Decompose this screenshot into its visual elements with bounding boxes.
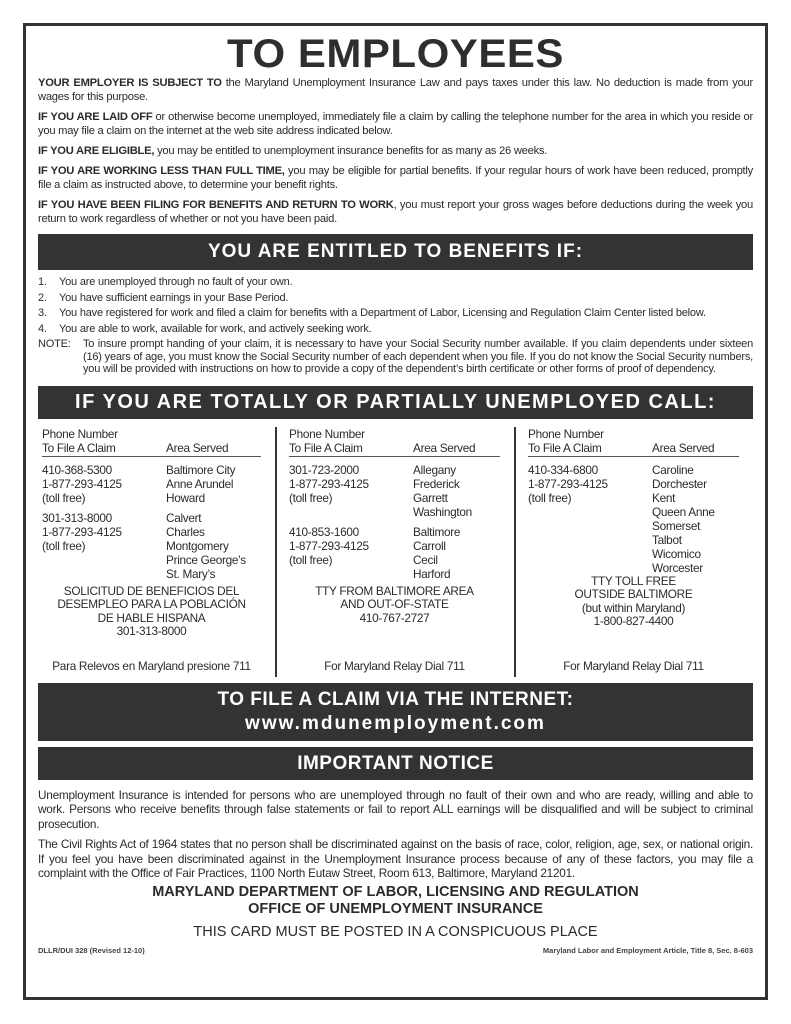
area-name: Cecil xyxy=(413,552,438,567)
area-name: Anne Arundel xyxy=(166,476,234,491)
column-footer xyxy=(289,585,500,626)
area-name: Garrett xyxy=(413,490,448,505)
intro-paragraph xyxy=(38,110,753,138)
area-name: Harford xyxy=(413,566,451,581)
area-name: Caroline xyxy=(652,462,694,477)
item-text: You are able to work, available for work, and actively seeking work. xyxy=(59,322,372,335)
phone-number: (toll free) xyxy=(42,490,86,505)
intro-paragraph xyxy=(38,164,753,192)
claim-center-group xyxy=(42,511,261,581)
intro-paragraph xyxy=(38,76,753,104)
footer-line: SOLICITUD DE BENEFICIOS DEL xyxy=(63,583,240,598)
column-header xyxy=(528,427,739,457)
relay-info: For Maryland Relay Dial 711 xyxy=(563,658,704,673)
area-name: Worcester xyxy=(652,560,703,575)
area-name: Montgomery xyxy=(166,538,229,553)
intro-section xyxy=(38,76,753,226)
column-header xyxy=(289,427,500,457)
phone-list xyxy=(289,525,413,581)
phone-number: 301-313-8000 xyxy=(42,510,112,525)
phone-number: 301-723-2000 xyxy=(289,462,359,477)
internet-heading: TO FILE A CLAIM VIA THE INTERNET: xyxy=(217,688,574,710)
entitled-heading-bar: YOU ARE ENTITLED TO BENEFITS IF: xyxy=(38,234,753,270)
phone-header xyxy=(528,427,652,455)
claim-center-column xyxy=(275,427,514,677)
phone-number: 1-877-293-4125 xyxy=(42,524,122,539)
footer-line: TTY TOLL FREE xyxy=(591,573,676,588)
poster-frame xyxy=(23,23,768,1000)
area-name: Baltimore xyxy=(413,524,461,539)
item-number: 3. xyxy=(38,307,47,319)
area-name: Howard xyxy=(166,490,205,505)
intro-text: the Maryland Unemployment Insurance Law and pays taxes under this law. No deduction is made from your wages for this purpose. xyxy=(38,77,753,103)
footer-line: DESEMPLEO PARA LA POBLACIÓN xyxy=(57,597,246,611)
phone-number: 1-877-293-4125 xyxy=(289,538,369,553)
list-item xyxy=(38,291,753,307)
claim-center-column xyxy=(38,427,275,677)
claim-center-group xyxy=(289,463,500,519)
posting-requirement: THIS CARD MUST BE POSTED IN A CONSPICUOUS PLACE xyxy=(193,923,598,940)
phone-number: 410-853-1600 xyxy=(289,524,359,539)
area-list xyxy=(652,463,715,575)
claim-center-group xyxy=(528,463,739,575)
phone-header-line: To File A Claim xyxy=(528,440,602,455)
area-name: Prince George’s xyxy=(166,552,246,567)
area-list xyxy=(166,463,235,505)
department-line: MARYLAND DEPARTMENT OF LABOR, LICENSING AND REGULATION xyxy=(152,883,639,900)
list-item xyxy=(38,275,753,291)
notice-paragraph: The Civil Rights Act of 1964 states that no person shall be discriminated against on the basis of race, color, religion, age, sex, or national origin. If you feel you have been discriminated against in the Unemployment Insurance process because of any of these factors, you may file a complaint with the Office of Fair Practices, 1100 North Eutaw Street, Room 613, Baltimore, Maryland 21201. xyxy=(38,837,753,880)
area-name: Dorchester xyxy=(652,476,707,491)
area-list xyxy=(413,525,460,581)
phone-number: (toll free) xyxy=(289,552,333,567)
phone-header-line: Phone Number xyxy=(528,426,604,441)
internet-url-link[interactable]: www.mdunemployment.com xyxy=(245,712,546,734)
note-label: NOTE: xyxy=(38,338,71,350)
column-content xyxy=(289,427,500,677)
column-footer xyxy=(528,575,739,629)
footer-line: TTY FROM BALTIMORE AREA xyxy=(315,583,474,598)
intro-text: you may be entitled to unemployment insurance benefits for as many as 26 weeks. xyxy=(154,145,548,157)
claim-centers-table xyxy=(38,427,753,677)
area-list xyxy=(166,511,246,581)
relay-info: For Maryland Relay Dial 711 xyxy=(324,658,465,673)
phone-list xyxy=(289,463,413,519)
intro-lead: YOUR EMPLOYER IS SUBJECT TO xyxy=(38,77,222,89)
phone-header-line: Phone Number xyxy=(42,426,118,441)
phone-number: 1-877-293-4125 xyxy=(528,476,608,491)
note-text: To insure prompt handing of your claim, it is necessary to have your Social Security number available. If you claim dependents under sixteen (16) years of age, you must know the Social Security number of each dependent when you file. If you do not know the Social Security numbers, you will be provided with instructions on how to provide a copy of the dependent’s birth certificate or other forms of proof of dependency. xyxy=(83,338,753,375)
intro-lead: IF YOU HAVE BEEN FILING FOR BENEFITS AND RETURN TO WORK xyxy=(38,199,394,211)
item-number: 2. xyxy=(38,291,47,304)
column-content xyxy=(42,427,261,677)
phone-number: 1-877-293-4125 xyxy=(289,476,369,491)
item-text: You have sufficient earnings in your Base Period. xyxy=(59,291,289,304)
footer-line: 301-313-8000 xyxy=(116,624,187,638)
form-id: DLLR/DUI 328 (Revised 12-10) xyxy=(38,945,145,955)
legal-citation: Maryland Labor and Employment Article, Title 8, Sec. 8-603 xyxy=(542,945,753,955)
item-text: You are unemployed through no fault of your own. xyxy=(59,276,293,288)
phone-list xyxy=(42,511,166,581)
claim-center-group xyxy=(42,463,261,505)
list-item xyxy=(38,322,753,338)
area-header: Area Served xyxy=(413,440,476,455)
internet-bar xyxy=(38,683,753,741)
footer-line: DE HABLE HISPANA xyxy=(97,610,206,625)
area-name: Talbot xyxy=(652,532,682,547)
intro-text: or otherwise become unemployed, immediately file a claim by calling the telephone number for the area in which you reside or you may file a claim on the internet at the web site address indicated below. xyxy=(38,111,753,137)
item-number: 1. xyxy=(38,276,47,288)
relay-info: Para Relevos en Maryland presione 711 xyxy=(52,658,251,673)
column-footer xyxy=(42,585,261,639)
notice-paragraph: Unemployment Insurance is intended for persons who are unemployed through no fault of their own and who are ready, willing and able to work. Persons who receive benefits through false statements or fail to report ALL earnings will be disqualified and will be subject to criminal prosecution. xyxy=(38,787,753,831)
phone-header xyxy=(289,427,413,455)
phone-number: (toll free) xyxy=(42,538,86,553)
area-name: Washington xyxy=(413,504,472,519)
area-name: Calvert xyxy=(166,510,202,525)
column-header xyxy=(42,427,261,457)
area-name: Allegany xyxy=(413,462,456,477)
call-heading-bar: IF YOU ARE TOTALLY OR PARTIALLY UNEMPLOYED CALL: xyxy=(38,386,753,419)
area-name: Charles xyxy=(166,524,205,539)
intro-paragraph xyxy=(38,144,753,158)
footer-line: (but within Maryland) xyxy=(581,600,686,615)
poster-content xyxy=(38,26,753,997)
area-header: Area Served xyxy=(166,440,229,455)
intro-lead: IF YOU ARE LAID OFF xyxy=(38,111,153,123)
department-name xyxy=(38,884,753,918)
area-name: Somerset xyxy=(652,518,701,533)
department-line: OFFICE OF UNEMPLOYMENT INSURANCE xyxy=(248,900,543,917)
entitled-list xyxy=(38,275,753,376)
intro-lead: IF YOU ARE ELIGIBLE, xyxy=(38,145,155,157)
phone-number: 1-877-293-4125 xyxy=(42,476,122,491)
claim-center-column xyxy=(514,427,753,677)
phone-header-line: To File A Claim xyxy=(42,440,116,455)
area-name: Frederick xyxy=(413,476,460,491)
list-item xyxy=(38,306,753,322)
phone-list xyxy=(528,463,652,575)
footer-line: 410-767-2727 xyxy=(359,610,430,625)
area-name: Queen Anne xyxy=(652,504,715,519)
footer xyxy=(38,946,753,955)
area-name: Kent xyxy=(652,490,676,505)
poster-title: TO EMPLOYEES xyxy=(227,32,564,76)
footer-line: OUTSIDE BALTIMORE xyxy=(574,587,693,601)
phone-number: (toll free) xyxy=(528,490,572,505)
note xyxy=(38,337,753,376)
footer-line: AND OUT-OF-STATE xyxy=(340,597,449,611)
area-name: Wicomico xyxy=(652,546,701,561)
phone-list xyxy=(42,463,166,505)
phone-header xyxy=(42,427,166,455)
claim-center-group xyxy=(289,525,500,581)
footer-line: 1-800-827-4400 xyxy=(593,614,674,628)
item-text: You have registered for work and filed a claim for benefits with a Department of Labor, Licensing and Regulation Claim Center listed below. xyxy=(59,307,706,319)
phone-number: (toll free) xyxy=(289,490,333,505)
intro-lead: IF YOU ARE WORKING LESS THAN FULL TIME, xyxy=(38,165,285,177)
phone-header-line: To File A Claim xyxy=(289,440,363,455)
phone-number: 410-368-5300 xyxy=(42,462,112,477)
phone-number: 410-334-6800 xyxy=(528,462,598,477)
column-content xyxy=(528,427,739,677)
area-header: Area Served xyxy=(652,440,715,455)
area-name: Carroll xyxy=(413,538,446,553)
area-name: St. Mary’s xyxy=(166,566,216,581)
phone-header-line: Phone Number xyxy=(289,426,365,441)
notice-heading-bar: IMPORTANT NOTICE xyxy=(38,747,753,780)
intro-text: you may be eligible for partial benefits. If your regular hours of work have been reduced, promptly file a claim as instructed above, to determine your benefit rights. xyxy=(38,165,753,191)
intro-text: , you must report your gross wages before deductions during the week you return to work regardless of whether or not you have been paid. xyxy=(38,199,753,225)
area-name: Baltimore City xyxy=(166,462,236,477)
area-list xyxy=(413,463,472,519)
item-number: 4. xyxy=(38,322,47,335)
intro-paragraph xyxy=(38,198,753,226)
